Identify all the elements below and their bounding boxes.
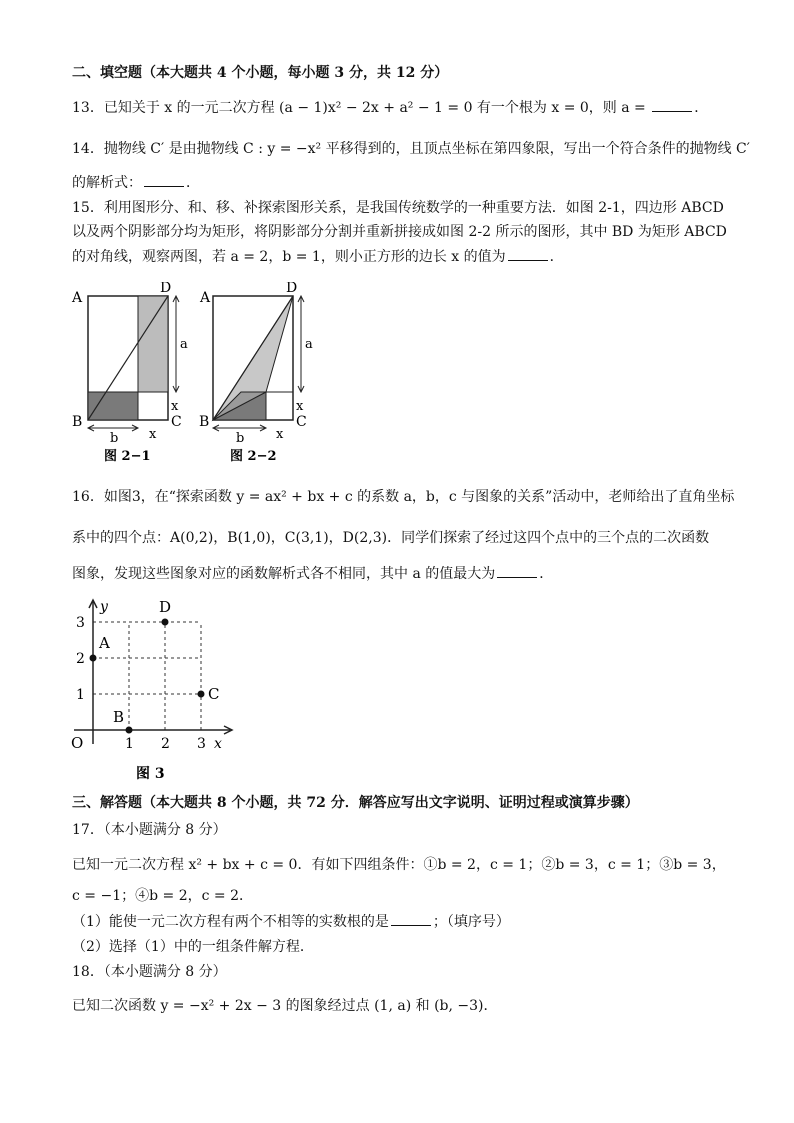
section-heading-solutions: 三、解答题（本大题共 8 个小题，共 72 分．解答应写出文字说明、证明过程或演算步骤） bbox=[72, 795, 639, 811]
question-15-line1: 15．利用图形分、和、移、补探索图形关系，是我国传统数学的一种重要方法．如图 2-1，四边形 ABCD bbox=[72, 200, 724, 216]
label-dim-a: a bbox=[305, 337, 313, 352]
vertical-shaded-rect bbox=[138, 296, 168, 392]
label-b-vertex: B bbox=[199, 414, 210, 430]
q14-text: 的解析式： bbox=[72, 175, 142, 191]
label-b-vertex: B bbox=[72, 414, 83, 430]
label-c-vertex: C bbox=[296, 414, 307, 430]
question-16-line1: 16．如图3，在“探索函数 y = ax² + bx + c 的系数 a，b，c 与图象的关系”活动中，老师给出了直角坐标 bbox=[72, 489, 735, 505]
x-axis-label: x bbox=[214, 736, 222, 752]
label-dim-x-bottom: x bbox=[149, 427, 157, 442]
question-16-line3 bbox=[72, 563, 553, 584]
label-c-vertex: C bbox=[171, 414, 182, 430]
q14-answer-blank[interactable] bbox=[144, 172, 184, 187]
data-points bbox=[90, 598, 220, 734]
question-17-line2: c = −1；④b = 2，c = 2． bbox=[72, 888, 253, 904]
q16-text: 图象，发现这些图象对应的函数解析式各不相同，其中 a 的值最大为 bbox=[72, 566, 496, 582]
figure-3-coordinate-grid bbox=[66, 594, 236, 784]
q13-text: 13．已知关于 x 的一元二次方程 (a − 1)x² − 2x + a² − 1 = 0 有一个根为 x = 0，则 a = bbox=[72, 100, 651, 116]
q13-text-end: ． bbox=[694, 100, 709, 116]
figure-2-2 bbox=[196, 282, 326, 462]
x-tick-label: 2 bbox=[161, 736, 170, 752]
point-label-c: C bbox=[208, 685, 220, 703]
point-label-a: A bbox=[99, 634, 110, 652]
origin-label: O bbox=[71, 734, 84, 752]
label-dim-x-right: x bbox=[171, 399, 179, 414]
caption-figure-3: 图 3 bbox=[136, 766, 165, 782]
point-label-b: B bbox=[113, 708, 125, 726]
question-14-line2 bbox=[72, 172, 200, 193]
y-axis-label: y bbox=[100, 599, 108, 615]
question-16-line2: 系中的四个点：A(0,2)，B(1,0)，C(3,1)，D(2,3)．同学们探索了经过这四个点中的三个点的二次函数 bbox=[72, 530, 710, 546]
point-b bbox=[126, 727, 133, 734]
figure-2-1 bbox=[68, 282, 196, 462]
label-dim-a: a bbox=[180, 337, 188, 352]
q13-answer-blank[interactable] bbox=[652, 97, 692, 112]
x-tick-label: 1 bbox=[125, 736, 134, 752]
label-dim-b: b bbox=[110, 431, 119, 446]
caption-figure-2-2: 图 2−2 bbox=[230, 449, 277, 462]
question-17-line1: 已知一元二次方程 x² + bx + c = 0．有如下四组条件：①b = 2，c = 1；②b = 3，c = 1；③b = 3， bbox=[72, 857, 726, 873]
point-c bbox=[198, 691, 205, 698]
q17-part1-text: （1）能使一元二次方程有两个不相等的实数根的是 bbox=[72, 914, 389, 930]
question-18-line1: 已知二次函数 y = −x² + 2x − 3 的图象经过点 (1, a) 和 (b, −3)． bbox=[72, 998, 498, 1014]
section-heading-fill-in: 二、填空题（本大题共 4 个小题，每小题 3 分，共 12 分） bbox=[72, 65, 449, 81]
point-a bbox=[90, 655, 97, 662]
q15-answer-blank[interactable] bbox=[508, 246, 548, 261]
point-label-d: D bbox=[159, 598, 172, 616]
horizontal-shaded-rect bbox=[88, 392, 138, 420]
label-d-vertex: D bbox=[160, 282, 172, 296]
q17-part1-text-end: ；（填序号） bbox=[432, 914, 510, 930]
question-15-line3 bbox=[72, 246, 564, 267]
q15-text: 的对角线，观察两图，若 a = 2，b = 1，则小正方形的边长 x 的值为 bbox=[72, 249, 506, 265]
point-d bbox=[162, 619, 169, 626]
y-tick-label: 1 bbox=[76, 687, 85, 703]
caption-figure-2-1: 图 2−1 bbox=[104, 449, 151, 462]
y-tick-label: 2 bbox=[76, 651, 85, 667]
label-a-vertex: A bbox=[72, 290, 83, 306]
q15-text-end: ． bbox=[549, 249, 564, 265]
tick-labels bbox=[76, 615, 206, 752]
label-dim-x-bottom: x bbox=[276, 427, 284, 442]
question-17-part1 bbox=[72, 911, 510, 932]
label-a-vertex: A bbox=[200, 290, 211, 306]
label-dim-b: b bbox=[236, 431, 245, 446]
q16-answer-blank[interactable] bbox=[497, 563, 537, 578]
q16-text-end: ． bbox=[539, 566, 554, 582]
q14-text-end: ． bbox=[186, 175, 200, 191]
question-15-line2: 以及两个阴影部分均为矩形，将阴影部分分割并重新拼接成如图 2-2 所示的图形，其中 BD 为矩形 ABCD bbox=[72, 224, 727, 240]
question-17-title: 17．（本小题满分 8 分） bbox=[72, 822, 227, 838]
question-13 bbox=[72, 97, 708, 118]
question-14-line1: 14．抛物线 C′ 是由抛物线 C : y = −x² 平移得到的，且顶点坐标在第四象限，写出一个符合条件的抛物线 C′ bbox=[72, 141, 750, 157]
q17-answer-blank[interactable] bbox=[391, 911, 431, 926]
x-tick-label: 3 bbox=[197, 736, 206, 752]
question-17-part2: （2）选择（1）中的一组条件解方程． bbox=[72, 939, 314, 955]
y-tick-label: 3 bbox=[76, 615, 85, 631]
label-dim-x-right: x bbox=[296, 399, 304, 414]
question-18-title: 18．（本小题满分 8 分） bbox=[72, 964, 227, 980]
label-d-vertex: D bbox=[286, 282, 298, 296]
